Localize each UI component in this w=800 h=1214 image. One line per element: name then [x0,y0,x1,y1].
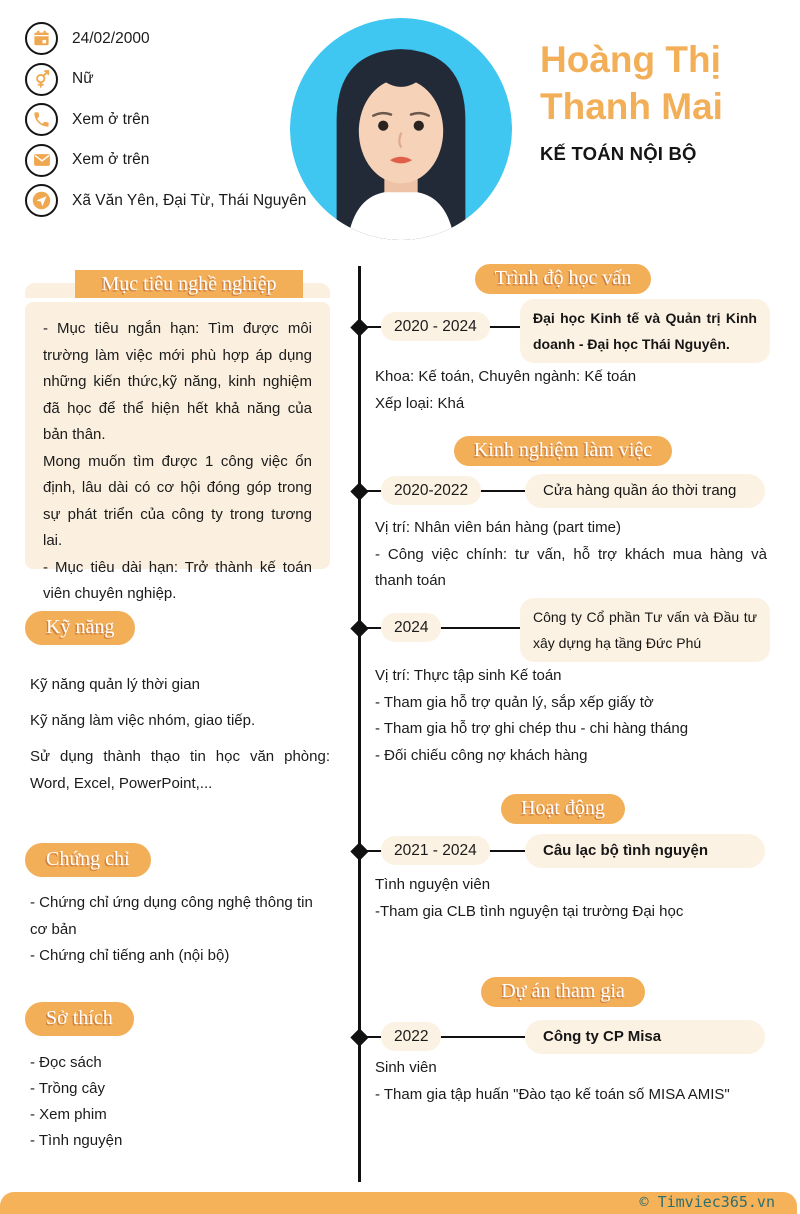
hobby-item: - Xem phim [30,1106,107,1123]
entry-organization: Cửa hàng quần áo thời trang [525,474,765,508]
entry-date: 2024 [381,613,441,642]
contact-text: Nữ [72,70,94,87]
projects-section-title: Dự án tham gia [481,977,645,1007]
hobbies-section-title: Sở thích [25,1002,134,1036]
contact-text: Xem ở trên [72,151,150,168]
entry-organization: Câu lạc bộ tình nguyện [525,834,765,868]
objective-paragraph: - Mục tiêu dài hạn: Trở thành kế toán viên chuyên nghiệp. [43,558,312,602]
location-icon [25,184,58,217]
entry-details [375,663,767,769]
footer-bar [0,1192,797,1214]
contact-item-gender [25,63,306,96]
certificate-item: - Chứng chỉ tiếng anh (nội bộ) [30,947,230,964]
entry-organization: Công ty CP Misa [525,1020,765,1054]
skill-item: Sử dụng thành thạo tin học văn phòng: Word, Excel, PowerPoint,... [30,748,330,792]
detail-line: - Tham gia hỗ trợ quản lý, sắp xếp giấy tờ [375,693,654,711]
skill-item: Kỹ năng làm việc nhóm, giao tiếp. [30,712,256,729]
entry-details [375,872,767,925]
name-line-2: Thanh Mai [540,86,723,127]
activities-section-title: Hoạt động [501,794,625,824]
gender-icon [25,63,58,96]
detail-line: Sinh viên [375,1059,437,1076]
entry-details [375,515,767,595]
entry-date: 2020 - 2024 [381,312,490,341]
certificates-section-title: Chứng chỉ [25,843,151,877]
detail-line: - Đối chiếu công nợ khách hàng [375,746,588,764]
skill-item: Kỹ năng quản lý thời gian [30,676,200,693]
detail-line: Khoa: Kế toán, Chuyên ngành: Kế toán [375,368,637,385]
entry-organization: Đại học Kinh tế và Quản trị Kinh doanh - Đại học Thái Nguyên. [520,299,770,363]
candidate-name [540,36,723,130]
education-section-title: Trình độ học vấn [475,264,651,294]
profile-photo [290,18,512,240]
contact-item-birthday [25,22,306,55]
calendar-icon [25,22,58,55]
objective-section-title: Mục tiêu nghề nghiệp [75,270,303,298]
detail-line: Xếp loại: Khá [375,394,465,412]
skills-list [30,672,330,807]
contact-item-address [25,184,306,217]
objective-paragraph: - Mục tiêu ngắn hạn: Tìm được môi trường làm việc mới phù hợp áp dụng những kiến thức,kỹ năng, kinh nghiệm đã học để thể hiện hết khả năng của bản thân. [43,320,312,443]
contact-text: 24/02/2000 [72,29,150,47]
projects-section [360,977,766,1007]
contact-text: Xã Văn Yên, Đại Từ, Thái Nguyên [72,191,307,209]
certificate-item: - Chứng chỉ ứng dụng công nghệ thông tin cơ bản [30,894,313,938]
entry-date: 2020-2022 [381,476,481,505]
detail-line: -Tham gia CLB tình nguyện tại trường Đại học [375,902,684,920]
detail-line: Tình nguyện viên [375,876,491,893]
entry-details [375,1055,767,1108]
skills-section-title: Kỹ năng [25,611,135,645]
hobby-item: - Trồng cây [30,1080,106,1097]
site-credit: © Timviec365.vn [639,1193,775,1211]
contact-list [25,22,306,217]
entry-date: 2021 - 2024 [381,836,490,865]
objective-box [25,302,330,602]
hobby-item: - Đọc sách [30,1054,102,1071]
activities-section [360,794,766,824]
phone-icon [25,103,58,136]
contact-item-email [25,144,306,177]
detail-line: Vị trí: Thực tập sinh Kế toán [375,667,562,684]
hobbies-list [30,1050,330,1154]
job-title: KẾ TOÁN NỘI BỘ [540,143,697,164]
hobby-item: - Tình nguyện [30,1132,123,1149]
entry-date: 2022 [381,1022,441,1051]
detail-line: Vị trí: Nhân viên bán hàng (part time) [375,519,621,536]
experience-section-title: Kinh nghiệm làm việc [454,436,672,466]
name-line-1: Hoàng Thị [540,39,721,80]
certificates-list [30,890,330,970]
detail-line: - Tham gia tập huấn "Đào tạo kế toán số MISA AMIS" [375,1085,730,1103]
entry-details [375,364,767,417]
education-section [360,264,766,294]
contact-item-phone [25,103,306,136]
entry-organization: Công ty Cổ phần Tư vấn và Đầu tư xây dựng hạ tầng Đức Phú [520,598,770,662]
detail-line: - Tham gia hỗ trợ ghi chép thu - chi hàng tháng [375,720,689,737]
detail-line: - Công việc chính: tư vấn, hỗ trợ khách mua hàng và thanh toán [375,545,767,589]
experience-section [360,436,766,466]
contact-text: Xem ở trên [72,110,150,128]
objective-paragraph: Mong muốn tìm được 1 công việc ổn định, lâu dài có cơ hội đóng góp trong sự phát triển của công ty trong tương lai. [43,452,312,549]
mail-icon [25,144,58,177]
